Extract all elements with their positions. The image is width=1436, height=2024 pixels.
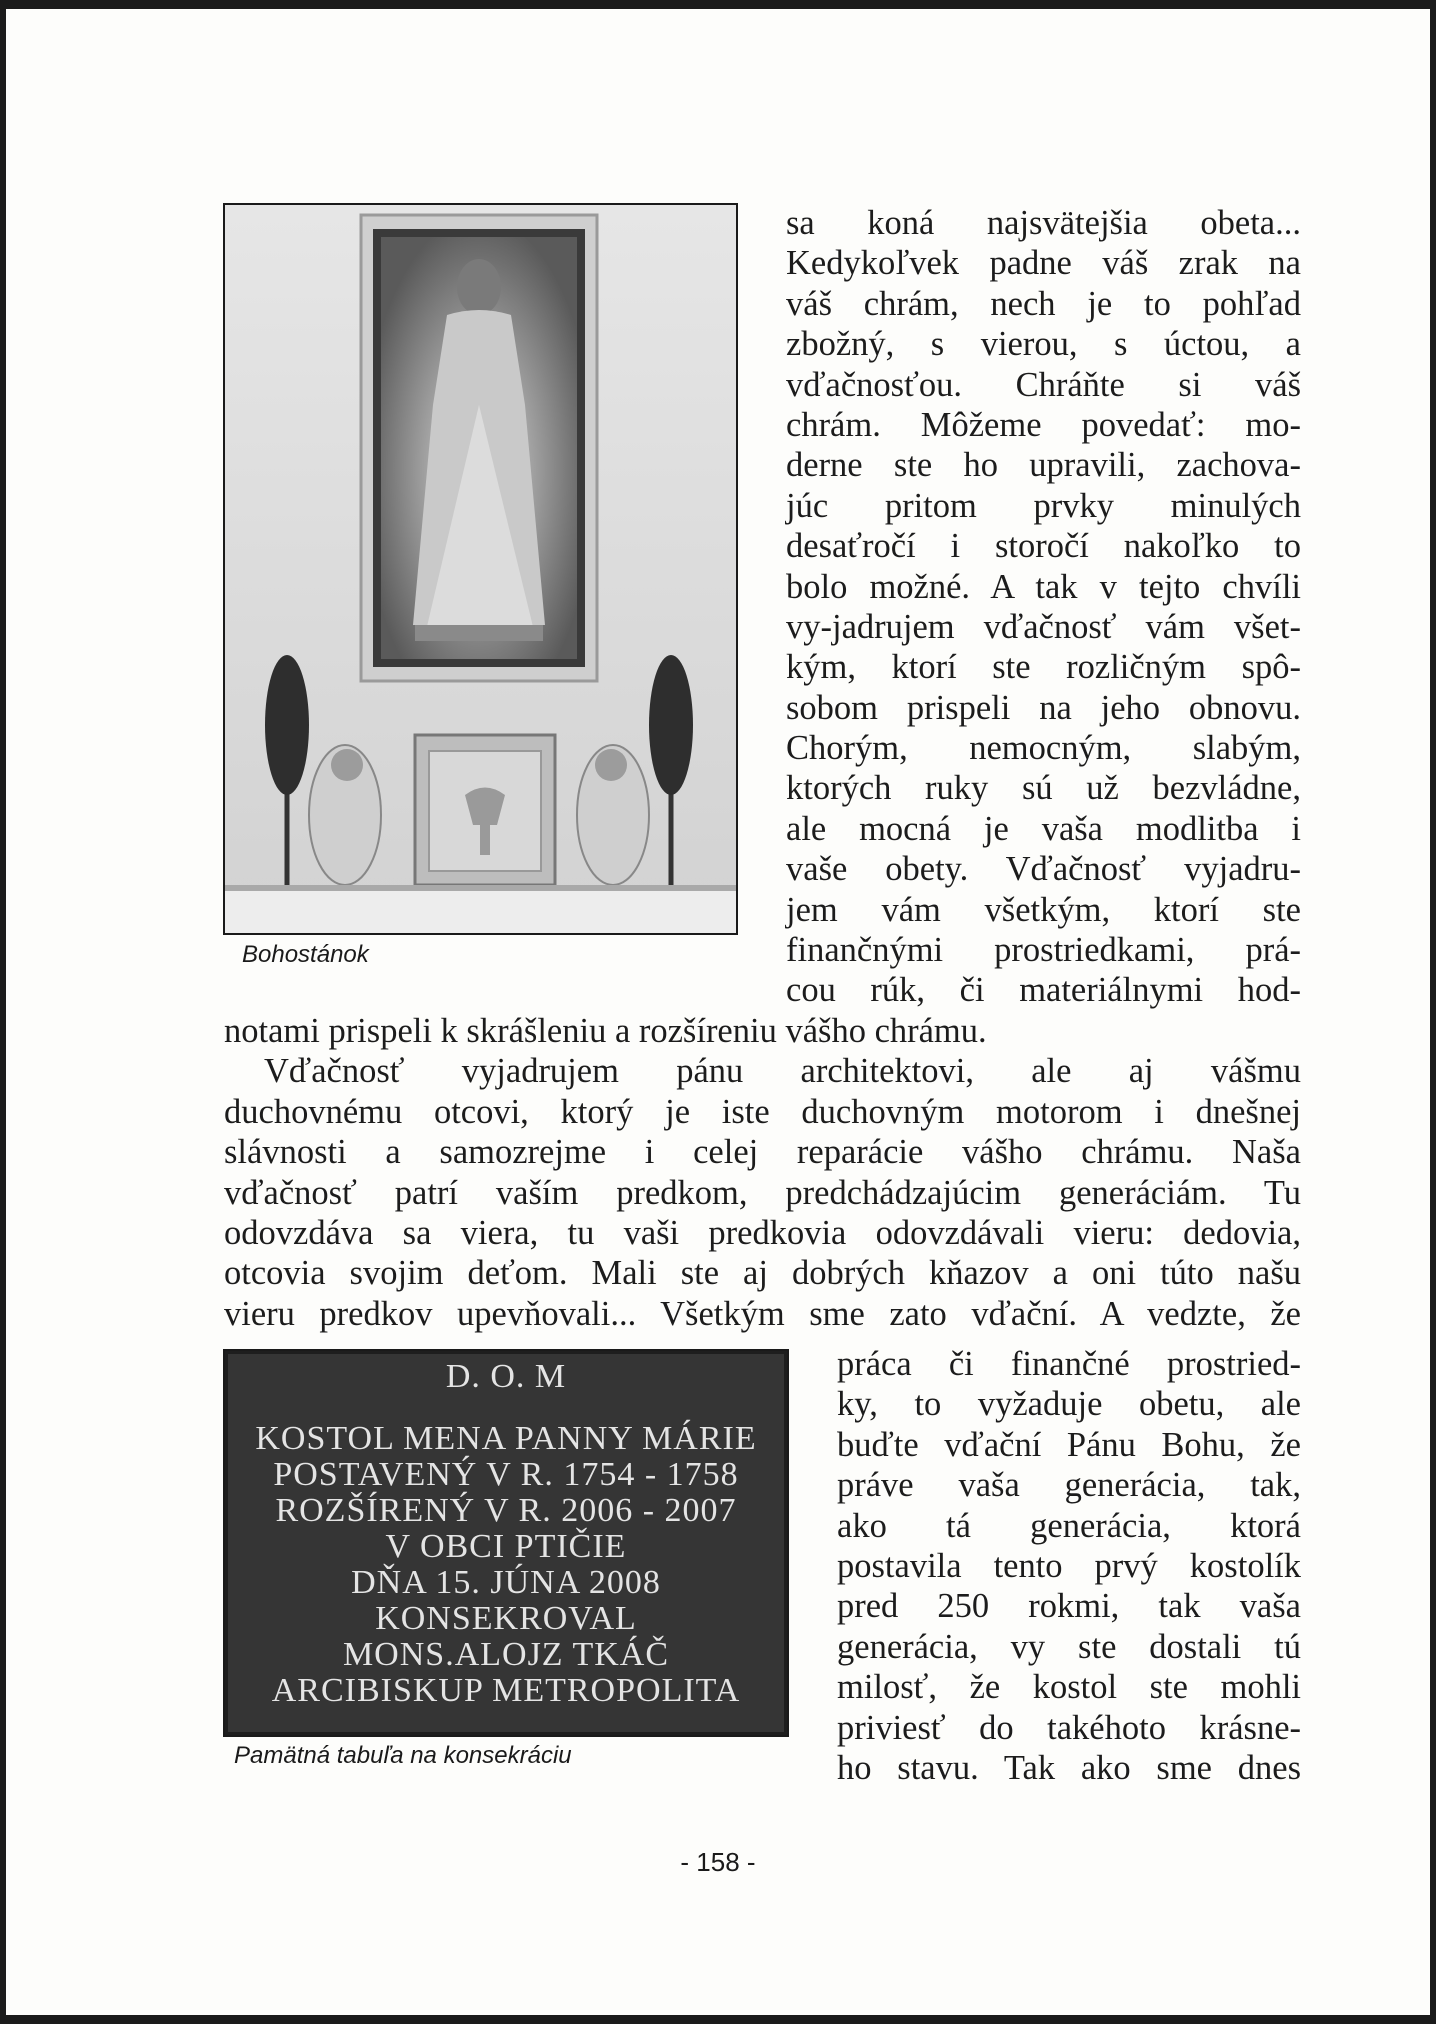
text-line: Vďačnosť vyjadrujem pánu architektovi, ale aj vášmu [264,1052,1301,1091]
text-line: práve vaša generácia, tak, [837,1466,1301,1505]
text-line: vieru predkov upevňovali... Všetkým sme zato vďační. A vedzte, že [224,1294,1301,1333]
text-line: vaše obety. Vďačnosť vyjadru- [786,850,1301,889]
text-line: práca či finančné prostried- [837,1345,1301,1383]
text-line: derne ste ho upravili, zachova- [786,446,1301,485]
text-line: chrám. Môžeme povedať: mo- [786,405,1301,444]
plaque-line [225,1395,787,1421]
text-column-bottom [837,1344,1301,1788]
text-line: jem vám všetkým, ktorí ste [786,890,1301,929]
text-line: zbožný, s vierou, s úctou, a [786,325,1301,364]
plaque-photo-caption: Pamätná tabuľa na konsekráciu [234,1742,572,1769]
text-line: otcovia svojim deťom. Mali ste aj dobrých kňazov a oni túto našu [224,1254,1301,1293]
plaque-photo [223,1349,789,1737]
plaque-line: MONS.ALOJZ TKÁČ [342,1636,670,1673]
plaque-line: D. O. M [445,1358,567,1395]
text-line: váš chrám, nech je to pohľad [786,284,1301,323]
text-line: júc pritom prvky minulých [786,486,1301,525]
altar-photo [223,203,738,935]
text-line: vďačnosť patrí vaším predkom, predchádzajúcim generáciám. Tu [224,1173,1301,1212]
text-line: ky, to vyžaduje obetu, ale [837,1385,1301,1424]
text-line: vďačnosťou. Chráňte si váš [786,365,1301,404]
plaque-line: ROZŠÍRENÝ V R. 2006 - 2007 [275,1492,737,1529]
text-line: kým, ktorí ste rozličným spô- [786,648,1301,687]
text-line: buďte vďační Pánu Bohu, že [837,1425,1301,1464]
text-line: notami prispeli k skrášleniu a rozšíreniu vášho chrámu. [224,1012,987,1050]
text-line: cou rúk, či materiálnymi hod- [786,971,1301,1010]
text-line: milosť, že kostol ste mohli [837,1668,1301,1707]
text-line: ktorých ruky sú už bezvládne, [786,769,1301,808]
text-line: pred 250 rokmi, tak vaša [837,1587,1301,1626]
text-line: ho stavu. Tak ako sme dnes [837,1748,1301,1787]
altar-photo-image [225,205,736,933]
text-line: finančnými prostriedkami, prá- [786,931,1301,970]
plaque-line: KOSTOL MENA PANNY MÁRIE [255,1420,757,1457]
text-line: duchovnému otcovi, ktorý je iste duchovným motorom i dnešnej [224,1092,1301,1131]
scanned-page [6,9,1430,2015]
text-block-middle [224,1011,1301,1334]
text-line: desaťročí i storočí nakoľko to [786,527,1301,566]
text-line: ale mocná je vaša modlitba i [786,809,1301,848]
text-line: sa koná najsvätejšia obeta... [786,204,1301,242]
page-number: - 158 - [680,1847,756,1877]
text-line: postavila tento prvý kostolík [837,1546,1301,1585]
plaque-line: KONSEKROVAL [375,1600,637,1637]
text-column-top [786,203,1301,1011]
text-line: priviesť do takéhoto krásne- [837,1708,1301,1747]
text-line: slávnosti a samozrejme i celej reparácie vášho chrámu. Naša [224,1133,1301,1172]
text-line: generácia, vy ste dostali tú [837,1627,1301,1666]
text-line: bolo možné. A tak v tejto chvíli [786,567,1301,606]
plaque-line: POSTAVENÝ V R. 1754 - 1758 [273,1456,739,1493]
text-line: ako tá generácia, ktorá [837,1506,1301,1545]
text-line: Chorým, nemocným, slabým, [786,729,1301,768]
plaque-inscription [225,1351,787,1737]
altar-photo-caption: Bohostánok [242,941,369,968]
text-line: Kedykoľvek padne váš zrak na [786,244,1301,283]
plaque-line: DŇA 15. JÚNA 2008 [351,1564,661,1601]
text-line: odovzdáva sa viera, tu vaši predkovia odovzdávali vieru: dedovia, [224,1213,1301,1252]
plaque-line: ARCIBISKUP METROPOLITA [271,1672,741,1709]
plaque-line: V OBCI PTIČIE [385,1528,627,1565]
text-line: vy-jadrujem vďačnosť vám všet- [786,607,1301,646]
text-line: sobom prispeli na jeho obnovu. [786,688,1301,727]
